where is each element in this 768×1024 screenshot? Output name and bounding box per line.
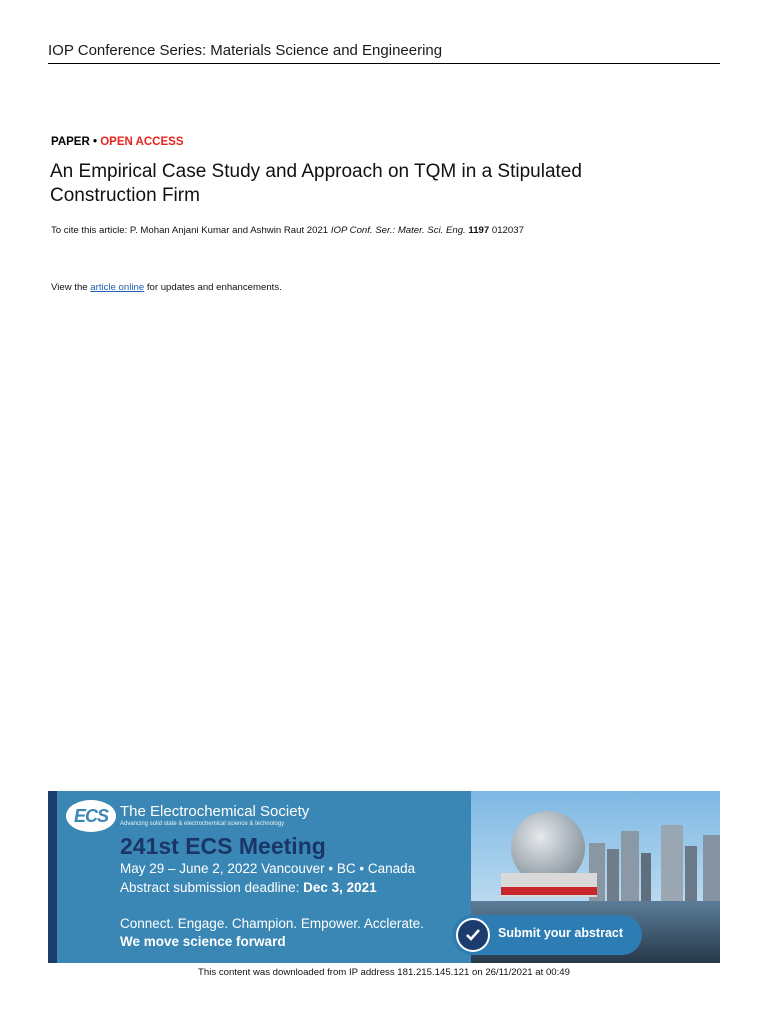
view-online-line <box>51 282 282 293</box>
article-online-link[interactable]: article online <box>90 282 145 293</box>
paper-type-line <box>51 136 184 148</box>
banner-left-stripe <box>48 791 57 963</box>
checkmark-icon <box>456 918 490 952</box>
separator-dot: • <box>89 136 101 148</box>
citation-article-number: 012037 <box>491 225 524 236</box>
meeting-dates-location: May 29 – June 2, 2022 Vancouver • BC • Canada <box>120 861 416 876</box>
building <box>685 846 697 903</box>
building <box>621 831 639 903</box>
building <box>607 849 619 903</box>
ecs-slogan: We move science forward <box>120 934 286 949</box>
building <box>703 835 720 903</box>
deadline-label: Abstract submission deadline: <box>120 880 304 895</box>
society-name: The Electrochemical Society <box>120 803 310 820</box>
ecs-logo: ECS <box>66 800 116 832</box>
citation-volume: 1197 <box>468 225 490 236</box>
citation-journal: IOP Conf. Ser.: Mater. Sci. Eng. <box>330 225 466 236</box>
open-access-label: OPEN ACCESS <box>100 136 184 148</box>
submit-abstract-button[interactable] <box>452 915 642 955</box>
download-note: This content was downloaded from IP address 181.215.145.121 on 26/11/2021 at 00:49 <box>198 967 570 978</box>
meeting-title: 241st ECS Meeting <box>120 833 326 859</box>
citation-line <box>51 225 524 236</box>
paper-type-label: PAPER <box>51 136 90 148</box>
abstract-deadline <box>120 880 377 895</box>
ecs-motto: Connect. Engage. Champion. Empower. Acclerate. <box>120 916 424 931</box>
building <box>661 825 683 903</box>
building <box>641 853 651 903</box>
citation-prefix: To cite this article: P. Mohan Anjani Kumar and Ashwin Raut 2021 <box>51 225 331 236</box>
article-title: An Empirical Case Study and Approach on TQM in a Stipulated Construction Firm <box>50 161 582 206</box>
society-tagline: Advancing solid state & electrochemical science & technology <box>120 821 285 827</box>
journal-header: IOP Conference Series: Materials Science and Engineering <box>48 42 720 64</box>
ecs-advertisement-banner[interactable] <box>48 791 720 963</box>
view-online-suffix: for updates and enhancements. <box>144 282 282 293</box>
deadline-date: Dec 3, 2021 <box>303 880 377 895</box>
dome-red-band <box>501 887 597 895</box>
view-online-prefix: View the <box>51 282 91 293</box>
submit-abstract-label: Submit your abstract <box>498 926 624 940</box>
